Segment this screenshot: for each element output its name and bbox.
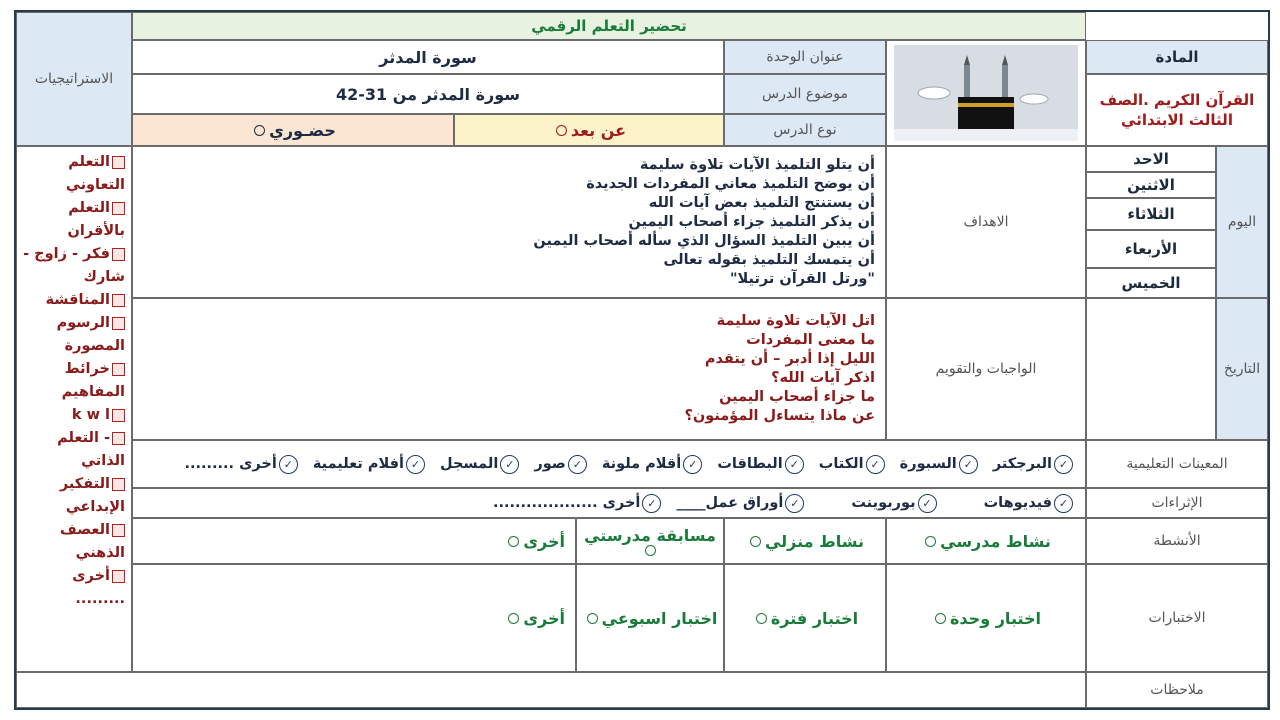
inperson-label: حضـوري — [269, 120, 336, 140]
homework-line: عن ماذا يتساءل المؤمنون؟ — [684, 408, 875, 424]
check-circle-icon[interactable]: ✓ — [918, 494, 937, 513]
notes-value[interactable] — [16, 672, 1086, 708]
aid-item[interactable]: ✓أخرى ......... — [184, 456, 299, 472]
day-monday: الاثنين — [1086, 172, 1216, 198]
subject-label: المادة — [1086, 40, 1268, 74]
enrichment-label: الإثراءات — [1086, 488, 1268, 518]
strategy-item[interactable]: التعلم التعاوني — [65, 154, 125, 193]
objective-line: أن يتلو التلميذ الآيات تلاوة سليمة — [639, 156, 875, 173]
check-circle-icon[interactable]: ✓ — [785, 494, 804, 513]
check-circle-icon[interactable]: ✓ — [1054, 494, 1073, 513]
strategy-item[interactable]: خرائط المفاهيم — [61, 361, 125, 400]
activities-label: الأنشطة — [1086, 518, 1268, 564]
strategy-item[interactable]: التعلم بالأقران — [67, 200, 125, 239]
homework-value — [132, 298, 886, 440]
check-circle-icon[interactable]: ✓ — [1054, 455, 1073, 474]
activity-contest[interactable]: مسابقة مدرستي — [576, 518, 724, 564]
strategies-list — [16, 146, 132, 672]
enrichment-item[interactable]: ✓أخرى ................... — [493, 495, 663, 511]
checkbox-icon[interactable] — [112, 570, 125, 583]
radio-circle-icon[interactable] — [508, 536, 519, 547]
homework-lines — [675, 308, 886, 430]
check-circle-icon[interactable]: ✓ — [642, 494, 661, 513]
unit-title-value: سورة المدثر — [132, 40, 724, 74]
radio-circle-icon[interactable] — [925, 536, 936, 547]
strategy-item[interactable]: الرسوم المصورة — [56, 315, 125, 354]
strategy-item[interactable]: التفكير الإبداعي — [59, 476, 125, 515]
lesson-type-inperson[interactable] — [132, 114, 454, 146]
lesson-type-remote[interactable] — [454, 114, 724, 146]
aid-item[interactable]: ✓السبورة — [900, 456, 980, 472]
strategy-item[interactable]: المناقشة — [23, 289, 125, 312]
radio-circle-icon[interactable] — [254, 125, 265, 136]
enrichment-value — [132, 488, 1086, 518]
aid-item[interactable]: ✓البرجكتر — [993, 456, 1075, 472]
radio-circle-icon[interactable] — [750, 536, 761, 547]
kaaba-image-icon — [894, 45, 1078, 141]
radio-circle-icon[interactable] — [756, 613, 767, 624]
radio-circle-icon[interactable] — [935, 613, 946, 624]
enrichment-item[interactable]: ✓فيديوهات — [984, 495, 1075, 511]
check-circle-icon[interactable]: ✓ — [866, 455, 885, 474]
day-thursday: الخميس — [1086, 268, 1216, 298]
check-circle-icon[interactable]: ✓ — [568, 455, 587, 474]
activity-other[interactable]: أخرى — [132, 518, 576, 564]
aid-item[interactable]: ✓صور — [534, 456, 588, 472]
homework-line: اذكر آيات الله؟ — [771, 370, 875, 386]
day-sunday: الاحد — [1086, 146, 1216, 172]
check-circle-icon[interactable]: ✓ — [500, 455, 519, 474]
remote-label: عن بعد — [570, 120, 627, 140]
test-weekly[interactable]: اختبار اسبوعي — [576, 564, 724, 672]
enrichment-item[interactable]: ✓بوربوينت — [851, 495, 938, 511]
day-tuesday: الثلاثاء — [1086, 198, 1216, 230]
homework-line: الليل إذا أدبر – أن يتقدم — [704, 351, 875, 367]
checkbox-icon[interactable] — [112, 248, 125, 261]
radio-circle-icon[interactable] — [556, 125, 567, 136]
aid-item[interactable]: ✓الكتاب — [819, 456, 887, 472]
lesson-topic-value: سورة المدثر من 31-42 — [132, 74, 724, 114]
objective-line: أن يوضح التلميذ معاني المفردات الجديدة — [586, 175, 875, 192]
checkbox-icon[interactable] — [112, 202, 125, 215]
test-term[interactable]: اختبار فترة — [724, 564, 886, 672]
strategy-item: ......... — [75, 591, 125, 607]
header-title: تحضير التعلم الرقمي — [132, 12, 1086, 40]
day-wednesday: الأربعاء — [1086, 230, 1216, 268]
aids-items — [133, 455, 1085, 474]
objective-line: أن يستنتج التلميذ بعض آيات الله — [648, 194, 875, 211]
checkbox-icon[interactable] — [112, 409, 125, 422]
date-label: التاريخ — [1216, 298, 1268, 440]
tests-label: الاختبارات — [1086, 564, 1268, 672]
homework-label: الواجبات والتقويم — [886, 298, 1086, 440]
objective-line: أن يذكر التلميذ جزاء أصحاب اليمين — [628, 213, 875, 230]
check-circle-icon[interactable]: ✓ — [279, 455, 298, 474]
check-circle-icon[interactable]: ✓ — [785, 455, 804, 474]
aids-value — [132, 440, 1086, 488]
subject-value: القرآن الكريم .الصف الثالث الابتدائي — [1086, 74, 1268, 146]
lesson-topic-label: موضوع الدرس — [724, 74, 886, 114]
checkbox-icon[interactable] — [112, 478, 125, 491]
activity-school[interactable]: نشاط مدرسي — [886, 518, 1086, 564]
aid-item[interactable]: ✓المسجل — [440, 456, 521, 472]
aid-item[interactable]: ✓البطاقات — [717, 456, 805, 472]
aid-item[interactable]: ✓أقلام ملونة — [602, 456, 704, 472]
check-circle-icon[interactable]: ✓ — [683, 455, 702, 474]
strategy-item[interactable]: - التعلم الذاتي — [57, 430, 125, 469]
radio-circle-icon[interactable] — [508, 613, 519, 624]
radio-circle-icon[interactable] — [587, 613, 598, 624]
date-value[interactable] — [1086, 298, 1216, 440]
image-cell — [886, 40, 1086, 146]
objectives-value — [132, 146, 886, 298]
strategies-items — [17, 147, 131, 615]
notes-label: ملاحظات — [1086, 672, 1268, 708]
enrichment-item[interactable]: ✓أوراق عمل____ — [676, 495, 806, 511]
enrichment-items — [133, 494, 1085, 513]
aids-label: المعينات التعليمية — [1086, 440, 1268, 488]
checkbox-icon[interactable] — [112, 317, 125, 330]
checkbox-icon[interactable] — [112, 524, 125, 537]
objective-line: أن يتمسك التلميذ بقوله تعالى — [663, 251, 875, 268]
checkbox-icon[interactable] — [112, 432, 125, 445]
strategy-item[interactable]: العصف الذهني — [59, 522, 125, 561]
strategies-label: الاستراتيجيات — [16, 12, 132, 146]
objective-line: "ورتل القرآن ترتيلا" — [729, 270, 875, 287]
day-label: اليوم — [1216, 146, 1268, 298]
strategy-item[interactable]: أخرى — [23, 565, 125, 588]
homework-line: ما جزاء أصحاب اليمين — [719, 389, 875, 405]
test-other[interactable]: أخرى — [132, 564, 576, 672]
objective-line: أن يبين التلميذ السؤال الذي سأله أصحاب اليمين — [533, 232, 875, 249]
unit-title-label: عنوان الوحدة — [724, 40, 886, 74]
objectives-label: الاهداف — [886, 146, 1086, 298]
activity-home[interactable]: نشاط منزلي — [724, 518, 886, 564]
strategy-item[interactable]: k w l — [23, 404, 125, 427]
strategy-item[interactable]: فكر - زاوج - شارك — [23, 246, 125, 285]
objectives-lines — [523, 152, 885, 293]
checkbox-icon[interactable] — [112, 363, 125, 376]
aid-item[interactable]: ✓أفلام تعليمية — [313, 456, 427, 472]
homework-line: ما معنى المفردات — [746, 332, 875, 348]
homework-line: اتل الآيات تلاوة سليمة — [716, 313, 875, 329]
checkbox-icon[interactable] — [112, 294, 125, 307]
check-circle-icon[interactable]: ✓ — [406, 455, 425, 474]
radio-circle-icon[interactable] — [645, 545, 656, 556]
checkbox-icon[interactable] — [112, 156, 125, 169]
test-unit[interactable]: اختبار وحدة — [886, 564, 1086, 672]
check-circle-icon[interactable]: ✓ — [959, 455, 978, 474]
lesson-type-label: نوع الدرس — [724, 114, 886, 146]
